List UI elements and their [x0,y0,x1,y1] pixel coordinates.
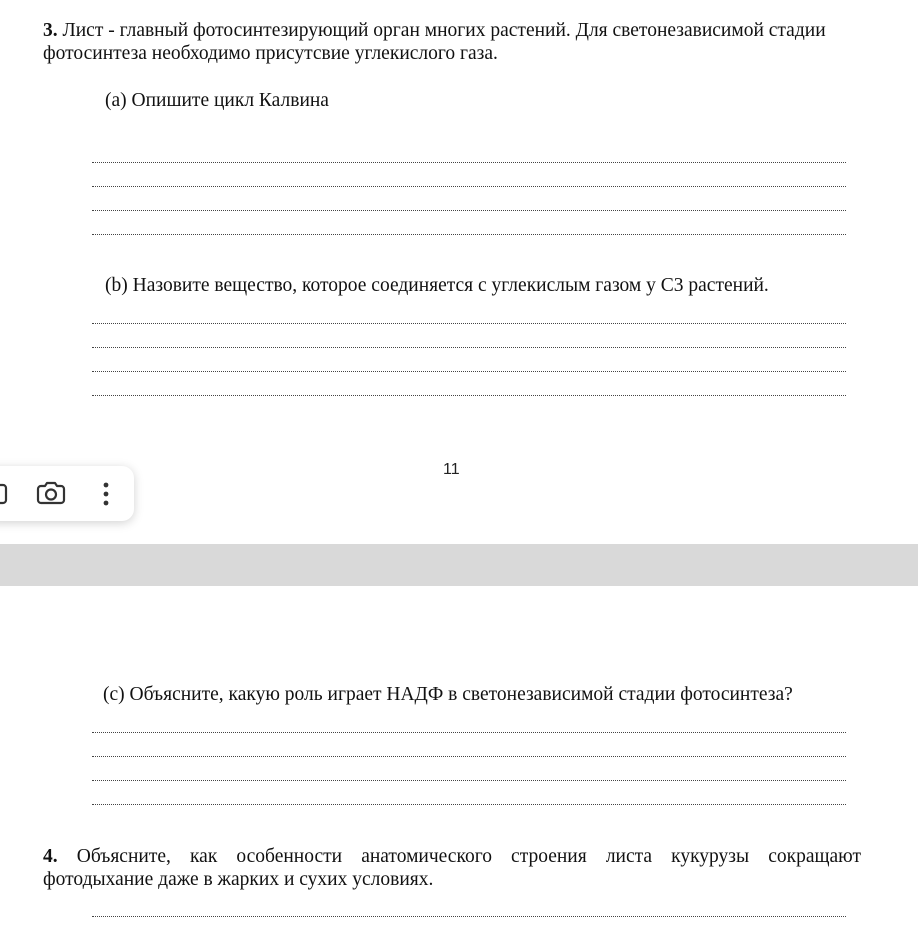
answer-line [92,780,846,781]
answer-line [92,916,846,917]
question-4-number: 4. [43,846,58,867]
answer-line [92,162,846,163]
answer-line [92,186,846,187]
answer-line [92,323,846,324]
screenshot-button[interactable] [33,476,69,512]
question-3-number: 3. [43,20,58,41]
question-4-text-line-1: Объясните, как особенности анатомического строения листа кукурузы сокращают [76,846,861,867]
question-3c: (c) Объясните, какую роль играет НАДФ в светонезависимой стадии фотосинтеза? [103,684,793,705]
question-3-line-1 [43,20,826,41]
answer-line [92,371,846,372]
question-3a: (a) Опишите цикл Калвина [105,90,329,111]
page-separator [0,544,918,586]
answer-line [92,347,846,348]
question-3 [43,19,863,65]
question-4 [43,845,863,891]
answer-line [92,756,846,757]
camera-icon [33,476,69,512]
document-page-12 [0,586,918,941]
copy-button[interactable] [0,476,22,512]
answer-line [92,210,846,211]
answer-line [92,234,846,235]
answer-line [92,804,846,805]
page-number: 11 [443,461,460,478]
question-4-line-1 [43,845,861,868]
question-3b: (b) Назовите вещество, которое соединяется с углекислым газом у С3 растений. [105,275,769,296]
answer-line [92,395,846,396]
copy-icon [0,476,22,512]
question-4-line-2: фотодыхание даже в жарких и сухих условиях. [43,869,434,890]
answer-line [92,732,846,733]
question-3-text-line-1: Лист - главный фотосинтезирующий орган многих растений. Для светонезависимой стадии [62,20,826,41]
floating-toolbar [0,466,134,521]
more-options-button[interactable] [88,476,124,512]
more-vertical-icon [88,476,124,512]
question-3-line-2: фотосинтеза необходимо присутсвие углекислого газа. [43,43,498,64]
